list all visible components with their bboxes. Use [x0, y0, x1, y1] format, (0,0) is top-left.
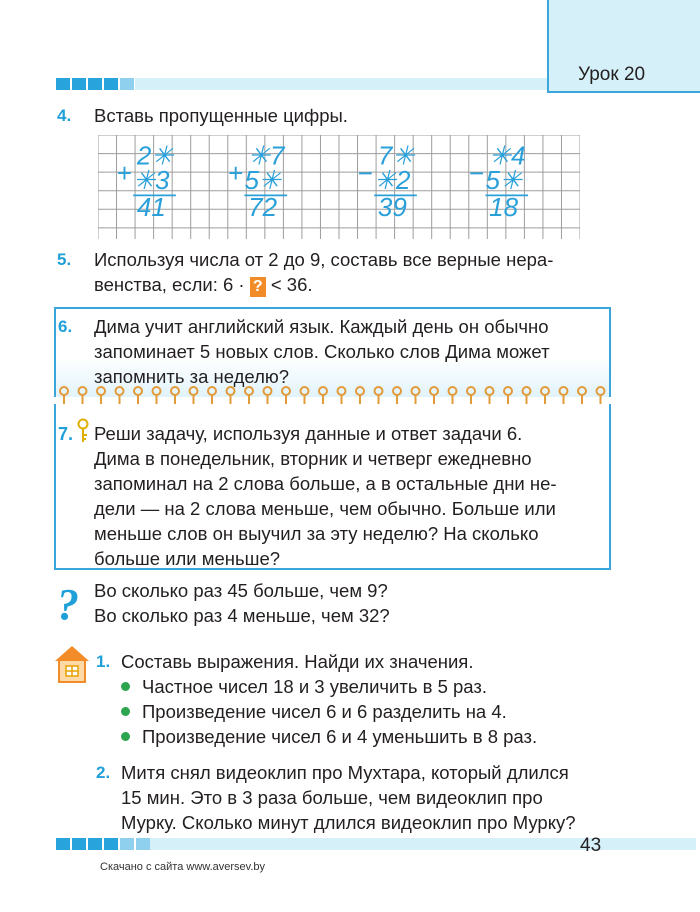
task5-line2-post: < 36.	[265, 274, 313, 295]
task5-line2-pre: венства, если: 6 ·	[94, 274, 250, 295]
source-note: Скачано с сайта www.aversev.by	[100, 861, 266, 873]
footer-band	[150, 838, 696, 850]
top-number: 7✳	[377, 140, 415, 171]
task6-line: Дима учит английский язык. Каждый день он обычно	[94, 316, 549, 337]
task5-line2	[94, 272, 313, 297]
task4-number: 4.	[57, 106, 72, 125]
footer-squares	[56, 838, 152, 850]
home-icon	[52, 643, 92, 685]
task7-number: 7.	[58, 424, 74, 444]
lesson-label: Урок 20	[578, 64, 646, 85]
question-mark-box: ?	[250, 277, 266, 297]
task7-line: запоминал на 2 слова больше, а в остальные дни не-	[94, 473, 557, 494]
task4-grid	[98, 135, 580, 239]
page-number: 43	[580, 835, 602, 856]
list-item-text: Произведение чисел 6 и 4 уменьшить в 8 раз.	[142, 726, 538, 747]
operation-sign: −	[468, 157, 484, 188]
task7-line: дели — на 2 слова меньше, чем обычно. Больше или	[94, 498, 556, 519]
home1-title: Составь выражения. Найди их значения.	[121, 651, 474, 672]
result-number: 18	[489, 191, 519, 222]
result-number: 72	[248, 191, 278, 222]
middle-number: 5✳	[485, 164, 522, 195]
home2-line: Митя снял видеоклип про Мухтара, который длился	[121, 762, 569, 783]
task6-line: запоминает 5 новых слов. Сколько слов Дима может	[94, 341, 550, 362]
result-number: 39	[377, 191, 407, 222]
top-number: ✳7	[248, 140, 285, 171]
task4-text: Вставь пропущенные цифры.	[94, 105, 348, 126]
list-item	[121, 699, 507, 724]
top-number: 2✳	[136, 140, 174, 171]
list-item-text: Частное чисел 18 и 3 увеличить в 5 раз.	[142, 676, 488, 697]
question-line: Во сколько раз 4 меньше, чем 32?	[94, 605, 390, 626]
question-icon	[54, 583, 84, 625]
task6-line: запомнить за неделю?	[94, 366, 290, 387]
middle-number: ✳2	[374, 164, 411, 195]
task7-line: Дима в понедельник, вторник и четверг ежедневно	[94, 448, 532, 469]
list-item	[121, 724, 537, 749]
operation-sign: −	[357, 157, 373, 188]
home2-line: Мурку. Сколько минут длился видеоклип про Мурку?	[121, 812, 576, 833]
home1-number: 1.	[96, 652, 111, 671]
task5-number: 5.	[57, 250, 72, 269]
question-line: Во сколько раз 45 больше, чем 9?	[94, 580, 388, 601]
bullet-icon	[121, 707, 130, 716]
bullet-icon	[121, 682, 130, 691]
operation-sign: +	[116, 157, 132, 188]
task7-line: Реши задачу, используя данные и ответ задачи 6.	[94, 423, 523, 444]
home2-line: 15 мин. Это в 3 раза больше, чем видеоклип про	[121, 787, 543, 808]
middle-number: ✳3	[133, 164, 170, 195]
list-item	[121, 674, 487, 699]
middle-number: 5✳	[244, 164, 281, 195]
top-number: ✳4	[489, 140, 526, 171]
key-icon	[76, 418, 90, 444]
header-squares	[56, 78, 136, 90]
svg-text:?: ?	[57, 583, 79, 625]
bullet-icon	[121, 732, 130, 741]
task5-line1: Используя числа от 2 до 9, составь все верные нера-	[94, 249, 554, 270]
result-number: 41	[136, 191, 166, 222]
list-item-text: Произведение чисел 6 и 6 разделить на 4.	[142, 701, 507, 722]
task7-line: меньше слов он выучил за эту неделю? На сколько	[94, 523, 539, 544]
home2-number: 2.	[96, 763, 111, 782]
task7-line: больше или меньше?	[94, 548, 281, 569]
header-band	[135, 78, 547, 90]
operation-sign: +	[227, 157, 243, 188]
task6-number: 6.	[58, 317, 73, 336]
